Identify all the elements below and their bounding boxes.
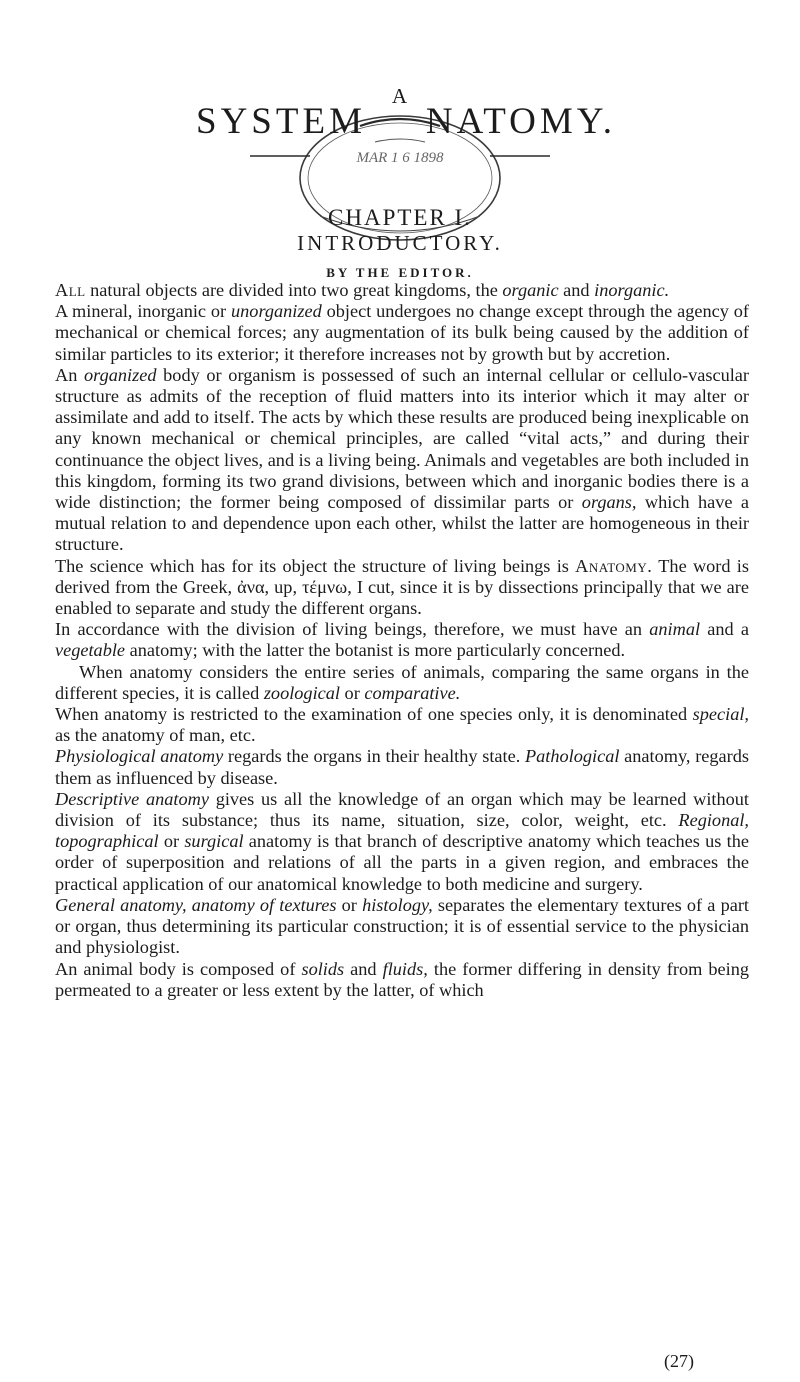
paragraph — [55, 280, 749, 301]
text-run: and — [344, 958, 383, 979]
paragraph — [55, 662, 749, 704]
text-run: animal — [649, 619, 701, 640]
text-run: zoological — [263, 682, 340, 703]
text-run: body or organism is possessed of such an internal cellular or cellulo-vascular structure as admits of the reception of fluid matters into its interior which it may alter or assimilate and add to itself. The acts by which these results are produced being inexplicable on any known mechanical or chemical principles, are called “vital acts,” and during their continuance the object lives, and is a living being. Animals and vegetables are both included in this kingdom, forming its two grand divisions, between which and inorganic bodies there is a wide distinction; the former being composed of dissimilar parts or — [55, 364, 749, 513]
paragraph — [55, 301, 749, 365]
text-run: anatomy, regards them as influenced by disease. — [55, 746, 749, 788]
text-run: organized — [84, 364, 157, 385]
stamp-date: MAR 1 6 1898 — [356, 150, 444, 166]
text-run: An animal body is composed of — [55, 958, 302, 979]
text-run: Anatomy. — [575, 555, 653, 576]
text-run: organs, — [581, 492, 637, 513]
text-run: and a — [700, 619, 749, 640]
text-run: regards the organs in their healthy state. — [223, 746, 525, 767]
text-run: or — [336, 894, 363, 915]
text-run: unorganized — [231, 301, 322, 322]
paragraph — [55, 619, 749, 661]
main-title — [196, 102, 616, 142]
chapter-heading — [0, 197, 800, 256]
text-run: or — [158, 831, 185, 852]
text-run: natural objects are divided into two great kingdoms, the — [85, 280, 503, 300]
paragraph — [55, 746, 749, 788]
body-text — [55, 280, 749, 1001]
paragraph — [55, 895, 749, 959]
text-run: In accordance with the division of living beings, therefore, we must have an — [55, 619, 650, 640]
text-run: object undergoes no change except through the agency of mechanical or chemical forces; any augmentation of its bulk being caused by the addition of similar particles to its exterior; it therefore increases not by growth but by accretion. — [55, 301, 749, 364]
title-left: SYSTEM — [196, 101, 366, 142]
text-run: Regional, topographical — [55, 810, 749, 852]
text-run: histology, — [362, 894, 433, 915]
text-run: vegetable — [55, 640, 126, 661]
text-run: special, — [692, 704, 749, 725]
text-run: as the anatomy of man, etc. — [55, 725, 256, 746]
text-run: which have a mutual relation to and dependence upon each other, whilst the latter are homogeneous in their structure. — [55, 492, 750, 555]
text-run: Physiological anatomy — [55, 746, 224, 767]
text-run: An — [55, 364, 85, 385]
text-run: General anatomy, anatomy of textures — [55, 894, 337, 915]
text-run: Pathological — [525, 746, 620, 767]
page-number: (27) — [664, 1351, 694, 1371]
text-run: When anatomy is restricted to the examination of one species only, it is denominated — [55, 704, 693, 725]
paragraph — [55, 704, 749, 746]
byline: BY THE EDITOR. — [326, 265, 474, 280]
text-run: gives us all the knowledge of an organ which may be learned without division of its substance; thus its name, situation, size, color, weight, etc. — [55, 788, 749, 831]
paragraph — [55, 556, 749, 620]
paragraph — [55, 789, 749, 895]
text-run: comparative. — [364, 682, 461, 703]
text-run: The word is derived from the Greek, ἀνα, up, τέμνω, I cut, since it is by dissections principally that we are enabled to separate and study the different organs. — [55, 555, 750, 619]
text-run: The science which has for its object the structure of living beings is — [55, 555, 576, 576]
text-run: the former differing in density from being permeated to a greater or less extent by the latter, of which — [55, 958, 749, 1000]
text-run: organic — [502, 280, 559, 300]
text-run: inorganic. — [594, 280, 670, 300]
text-run: fluids, — [382, 958, 428, 979]
title-right: NATOMY. — [425, 101, 616, 142]
text-run: All — [55, 280, 86, 300]
chapter-title: CHAPTER I. — [328, 205, 472, 230]
text-run: A mineral, inorganic or — [55, 301, 232, 322]
paragraph — [55, 365, 749, 556]
signature-mark: A — [391, 84, 409, 108]
text-run: anatomy is that branch of descriptive anatomy which teaches us the order of superposition and relations of all the parts in a given region, and embraces the practical application of our anatomical knowledge to both medicine and surgery. — [55, 831, 749, 894]
paragraph — [55, 959, 749, 1001]
text-run: surgical — [184, 831, 244, 852]
text-run: separates the elementary textures of a part or organ, thus determining its particular construction; it is of essential service to the physician and physiologist. — [55, 894, 750, 958]
section-title: INTRODUCTORY. — [297, 231, 503, 255]
text-run: and — [558, 280, 595, 300]
text-run: When anatomy considers the entire series of animals, comparing the same organs in the different species, it is called — [55, 661, 749, 703]
text-run: solids — [301, 958, 345, 979]
text-run: Descriptive anatomy — [55, 788, 209, 809]
text-run: or — [339, 682, 365, 703]
text-run: anatomy; with the latter the botanist is more particularly concerned. — [125, 640, 626, 661]
